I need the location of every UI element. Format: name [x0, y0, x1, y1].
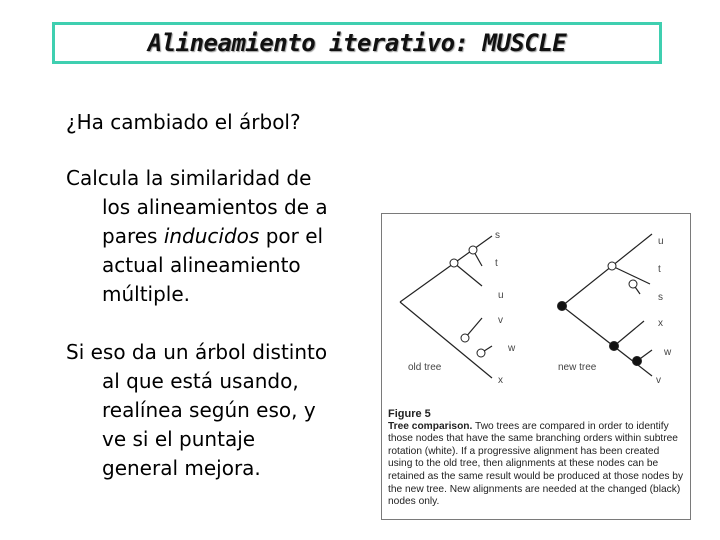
old-node-wx	[477, 349, 485, 357]
para2-line4: ve si el puntaje	[102, 427, 256, 451]
caption-bold-lead: Tree comparison.	[388, 420, 473, 432]
new-leaf-v: v	[656, 375, 661, 386]
old-tree-edges	[400, 236, 492, 378]
slide-title: Alineamiento iterativo: MUSCLE	[147, 29, 567, 57]
old-node-vwx	[461, 334, 469, 342]
para1-line5: múltiple.	[102, 282, 191, 306]
old-leaf-u: u	[498, 290, 504, 301]
paragraph-realign	[66, 338, 376, 483]
new-leaf-t: t	[658, 264, 661, 275]
para1-line3	[66, 222, 366, 251]
figure-caption	[388, 408, 684, 509]
new-tree-label: new tree	[558, 362, 597, 373]
new-node-root	[558, 302, 567, 311]
title-box	[52, 22, 662, 64]
old-node-st	[469, 246, 477, 254]
new-tree-edges	[562, 234, 652, 376]
old-leaf-v: v	[498, 315, 503, 326]
old-node-stu	[450, 259, 458, 267]
old-leaf-s: s	[495, 230, 500, 241]
new-node-wv	[633, 357, 642, 366]
new-leaf-u: u	[658, 236, 664, 247]
para1-line3-post: por el	[259, 224, 324, 248]
tree-diagram	[382, 214, 692, 404]
para2-line3: realínea según eso, y	[102, 398, 316, 422]
figure-heading: Figure 5	[388, 408, 431, 420]
question-text: ¿Ha cambiado el árbol?	[66, 110, 301, 134]
para1-line2: los alineamientos de a	[102, 195, 328, 219]
new-node-xwv	[610, 342, 619, 351]
old-leaf-t: t	[495, 258, 498, 269]
old-leaf-x: x	[498, 375, 503, 386]
para2-line5: general mejora.	[102, 456, 261, 480]
new-leaf-w: w	[664, 347, 672, 358]
new-leaf-x: x	[658, 318, 663, 329]
figure-caption-body	[388, 421, 684, 509]
tree-comparison-figure	[381, 213, 691, 520]
para2-line2: al que está usando,	[102, 369, 299, 393]
paragraph-similarity	[66, 164, 366, 309]
old-leaf-w: w	[508, 343, 516, 354]
para2-line1: Si eso da un árbol distinto	[66, 340, 328, 364]
para1-line3-pre: pares	[102, 224, 164, 248]
para1-line4: actual alineamiento	[102, 253, 301, 277]
new-node-tsu	[608, 262, 616, 270]
new-leaf-s: s	[658, 292, 663, 303]
para1-line1: Calcula la similaridad de	[66, 166, 312, 190]
caption-text: Two trees are compared in order to identify those nodes that have the same branching orders within subtree rotation (white). If a progressive alignment has been created using to the old tree, then alignments at these nodes can be retained as the same result would be produced at those nodes by the new tree. New alignments are needed at the changed (black) nodes only.	[388, 420, 684, 508]
new-tree-nodes	[558, 262, 642, 366]
para1-emphasis: inducidos	[163, 224, 260, 248]
new-node-ts	[629, 280, 637, 288]
old-tree-label: old tree	[408, 362, 442, 373]
